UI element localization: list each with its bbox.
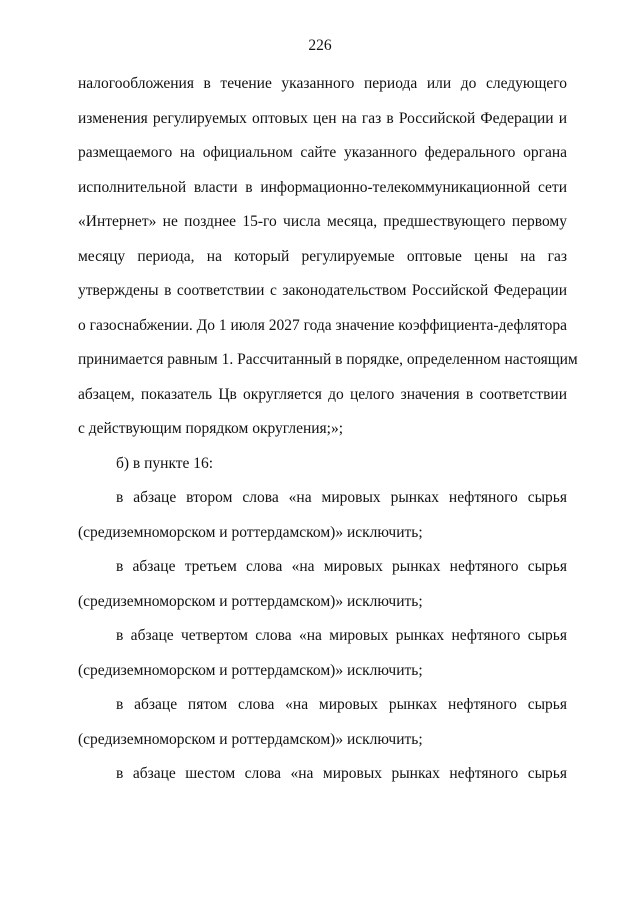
text-line: в абзаце четвертом слова «на мировых рынках нефтяного сырья — [116, 627, 567, 644]
text-line: о газоснабжении. До 1 июля 2027 года значение коэффициента-дефлятора — [78, 316, 567, 334]
text-line: утверждены в соответствии с законодательством Российской Федерации — [78, 282, 567, 299]
text-line: принимается равным 1. Рассчитанный в порядке, определенном настоящим — [78, 351, 578, 368]
text-line: в абзаце втором слова «на мировых рынках нефтяного сырья — [116, 489, 567, 506]
text-line: в абзаце третьем слова «на мировых рынках нефтяного сырья — [116, 558, 567, 575]
text-line: размещаемого на официальном сайте указанного федерального органа — [78, 144, 567, 161]
text-line: в абзаце пятом слова «на мировых рынках нефтяного сырья — [116, 696, 567, 713]
text-line: (средиземноморском и роттердамском)» исключить; — [78, 523, 423, 541]
text-line: налогообложения в течение указанного периода или до следующего — [78, 75, 567, 92]
document-body — [78, 74, 578, 799]
text-line: (средиземноморском и роттердамском)» исключить; — [78, 661, 423, 679]
text-line: изменения регулируемых оптовых цен на газ в Российской Федерации и — [78, 109, 567, 127]
text-line: исполнительной власти в информационно-телекоммуникационной сети — [78, 178, 567, 196]
text-line: (средиземноморском и роттердамском)» исключить; — [78, 592, 423, 610]
text-line: «Интернет» не позднее 15-го числа месяца, предшествующего первому — [78, 213, 567, 230]
page-number: 226 — [308, 37, 332, 54]
text-line: абзацем, показатель Цв округляется до целого значения в соответствии — [78, 385, 567, 403]
text-line: (средиземноморском и роттердамском)» исключить; — [78, 730, 423, 748]
text-line: в абзаце шестом слова «на мировых рынках нефтяного сырья — [116, 765, 567, 782]
text-line: с действующим порядком округления;»; — [78, 420, 344, 437]
text-line: б) в пункте 16: — [116, 454, 214, 472]
text-line: месяцу периода, на который регулируемые оптовые цены на газ — [78, 247, 567, 265]
